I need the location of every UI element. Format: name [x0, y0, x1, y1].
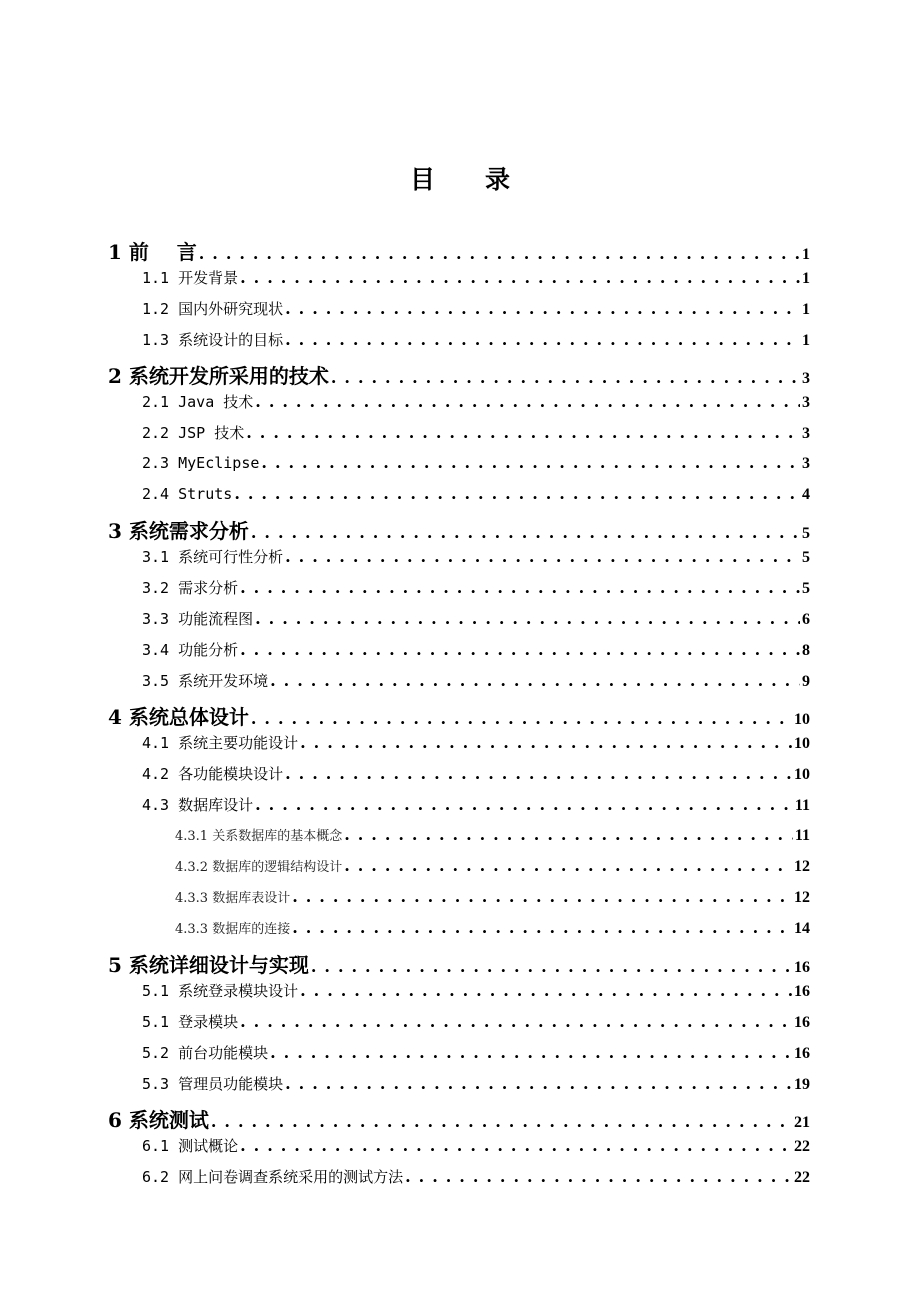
- toc-entry-page-number: 14: [794, 920, 810, 937]
- toc-entry-level-2[interactable]: [142, 1011, 810, 1039]
- toc-entry-level-2[interactable]: [142, 980, 810, 1008]
- toc-entry-level-2[interactable]: [142, 484, 810, 512]
- toc-entry-page-number: 4: [802, 486, 810, 503]
- toc-entry-label: 6 系统测试: [108, 1108, 209, 1132]
- toc-entry-level-1[interactable]: [108, 701, 810, 729]
- toc-entry-level-2[interactable]: [142, 763, 810, 791]
- toc-entry-level-2[interactable]: [142, 1073, 810, 1101]
- toc-entry-page-number: 11: [794, 827, 810, 844]
- toc-entry-page-number: 10: [794, 735, 810, 752]
- toc-entry-level-2[interactable]: [142, 453, 810, 481]
- toc-entry-label: 6.2 网上问卷调查系统采用的测试方法: [142, 1168, 404, 1186]
- toc-dot-leader: [285, 299, 800, 318]
- toc-entry-level-1[interactable]: [108, 236, 810, 264]
- toc-entry-page-number: 16: [794, 1014, 810, 1031]
- toc-entry-label: 4.2 各功能模块设计: [142, 765, 284, 783]
- toc-entry-page-number: 5: [802, 549, 810, 566]
- toc-dot-leader: [255, 795, 793, 814]
- toc-entry-level-1[interactable]: [108, 949, 810, 977]
- toc-entry-level-2[interactable]: [142, 422, 810, 450]
- toc-entry-page-number: 5: [802, 525, 810, 542]
- toc-entry-label: 4.3.3 数据库表设计: [175, 891, 291, 906]
- toc-dot-leader: [251, 523, 800, 542]
- toc-entry-level-1[interactable]: [108, 1104, 810, 1132]
- toc-dot-leader: [240, 640, 800, 659]
- toc-dot-leader: [405, 1167, 792, 1186]
- toc-entry-level-2[interactable]: [142, 391, 810, 419]
- toc-entry-level-2[interactable]: [142, 1042, 810, 1070]
- toc-entry-label: 2.1 Java 技术: [142, 393, 254, 411]
- toc-entry-page-number: 12: [794, 858, 810, 875]
- toc-entry-label: 2.4 Struts: [142, 485, 233, 503]
- toc-entry-label: 4.3.3 数据库的连接: [175, 922, 291, 937]
- toc-entry-page-number: 3: [802, 394, 810, 411]
- toc-entry-level-2[interactable]: [142, 577, 810, 605]
- toc-entry-label: 5 系统详细设计与实现: [108, 953, 309, 977]
- toc-entry-page-number: 21: [794, 1114, 810, 1131]
- toc-entry-level-2[interactable]: [142, 546, 810, 574]
- toc-entry-page-number: 19: [794, 1076, 810, 1093]
- toc-dot-leader: [300, 981, 792, 1000]
- toc-entry-level-3[interactable]: [175, 918, 810, 946]
- toc-entry-level-3[interactable]: [175, 856, 810, 884]
- toc-entry-page-number: 10: [794, 766, 810, 783]
- toc-entry-label: 4.3.1 关系数据库的基本概念: [175, 829, 343, 844]
- toc-entry-label: 3 系统需求分析: [108, 519, 249, 543]
- toc-title-left: 目: [409, 165, 435, 194]
- toc-dot-leader: [261, 453, 800, 472]
- toc-entry-label: 3.5 系统开发环境: [142, 672, 269, 690]
- toc-dot-leader: [255, 392, 800, 411]
- toc-dot-leader: [285, 547, 800, 566]
- toc-entry-page-number: 3: [802, 425, 810, 442]
- toc-entry-page-number: 1: [802, 301, 810, 318]
- toc-dot-leader: [211, 1112, 792, 1131]
- toc-entry-page-number: 12: [794, 889, 810, 906]
- toc-entry-page-number: 16: [794, 959, 810, 976]
- toc-entry-page-number: 22: [794, 1138, 810, 1155]
- toc-dot-leader: [234, 484, 800, 503]
- toc-dot-leader: [285, 1074, 792, 1093]
- toc-entry-page-number: 8: [802, 642, 810, 659]
- toc-entry-label: 2.2 JSP 技术: [142, 424, 245, 442]
- toc-entry-level-2[interactable]: [142, 298, 810, 326]
- toc-entry-level-2[interactable]: [142, 670, 810, 698]
- toc-dot-leader: [285, 764, 792, 783]
- toc-dot-leader: [292, 887, 792, 906]
- toc-entry-label: 6.1 测试概论: [142, 1137, 239, 1155]
- toc-entry-page-number: 16: [794, 1045, 810, 1062]
- toc-entry-level-2[interactable]: [142, 794, 810, 822]
- toc-entry-label: 1 前 言: [108, 240, 197, 264]
- toc-dot-leader: [292, 918, 792, 937]
- toc-entry-level-2[interactable]: [142, 1166, 810, 1194]
- toc-dot-leader: [240, 1012, 792, 1031]
- toc-entry-level-2[interactable]: [142, 1135, 810, 1163]
- toc-entry-page-number: 3: [802, 455, 810, 472]
- toc-dot-leader: [240, 268, 800, 287]
- toc-dot-leader: [199, 244, 800, 263]
- toc-dot-leader: [331, 368, 800, 387]
- toc-entry-label: 1.1 开发背景: [142, 269, 239, 287]
- toc-dot-leader: [240, 1136, 792, 1155]
- toc-entry-level-2[interactable]: [142, 732, 810, 760]
- toc-dot-leader: [344, 825, 793, 844]
- toc-entry-label: 4.3.2 数据库的逻辑结构设计: [175, 860, 343, 875]
- toc-entry-label: 1.2 国内外研究现状: [142, 300, 284, 318]
- toc-entry-level-2[interactable]: [142, 608, 810, 636]
- toc-entry-level-1[interactable]: [108, 360, 810, 388]
- toc-entry-label: 3.4 功能分析: [142, 641, 239, 659]
- toc-entry-level-2[interactable]: [142, 639, 810, 667]
- toc-dot-leader: [344, 856, 792, 875]
- toc-entry-page-number: 11: [794, 797, 810, 814]
- toc-entry-label: 4 系统总体设计: [108, 705, 249, 729]
- toc-dot-leader: [270, 1043, 792, 1062]
- toc-title-right: 录: [485, 165, 511, 194]
- toc-entry-page-number: 5: [802, 580, 810, 597]
- toc-entry-label: 2 系统开发所采用的技术: [108, 364, 329, 388]
- toc-entry-label: 2.3 MyEclipse: [142, 454, 260, 472]
- toc-entry-page-number: 10: [794, 711, 810, 728]
- toc-entry-page-number: 1: [802, 332, 810, 349]
- toc-entry-label: 5.1 系统登录模块设计: [142, 982, 299, 1000]
- toc-entry-page-number: 16: [794, 983, 810, 1000]
- toc-entry-label: 4.1 系统主要功能设计: [142, 734, 299, 752]
- toc-entry-page-number: 1: [802, 270, 810, 287]
- toc-entry-label: 5.3 管理员功能模块: [142, 1075, 284, 1093]
- toc-dot-leader: [270, 671, 800, 690]
- toc-dot-leader: [240, 578, 800, 597]
- toc-entry-label: 3.1 系统可行性分析: [142, 548, 284, 566]
- toc-entry-label: 5.1 登录模块: [142, 1013, 239, 1031]
- toc-dot-leader: [311, 957, 792, 976]
- toc-entry-level-3[interactable]: [175, 887, 810, 915]
- toc-entry-level-2[interactable]: [142, 329, 810, 357]
- toc-entry-label: 5.2 前台功能模块: [142, 1044, 269, 1062]
- toc-title: [0, 160, 920, 196]
- toc-entry-page-number: 3: [802, 370, 810, 387]
- toc-entry-page-number: 22: [794, 1169, 810, 1186]
- toc-entry-page-number: 6: [802, 611, 810, 628]
- toc-entry-label: 3.3 功能流程图: [142, 610, 254, 628]
- toc-dot-leader: [300, 733, 792, 752]
- toc-dot-leader: [251, 709, 792, 728]
- toc-dot-leader: [255, 609, 800, 628]
- toc-entry-page-number: 1: [802, 246, 810, 263]
- toc-entry-level-2[interactable]: [142, 267, 810, 295]
- toc-dot-leader: [285, 330, 800, 349]
- toc-entry-level-1[interactable]: [108, 515, 810, 543]
- toc-entry-page-number: 9: [802, 673, 810, 690]
- toc-entry-label: 3.2 需求分析: [142, 579, 239, 597]
- toc-dot-leader: [246, 423, 800, 442]
- toc-entry-label: 4.3 数据库设计: [142, 796, 254, 814]
- toc-entry-label: 1.3 系统设计的目标: [142, 331, 284, 349]
- toc-entry-level-3[interactable]: [175, 825, 810, 853]
